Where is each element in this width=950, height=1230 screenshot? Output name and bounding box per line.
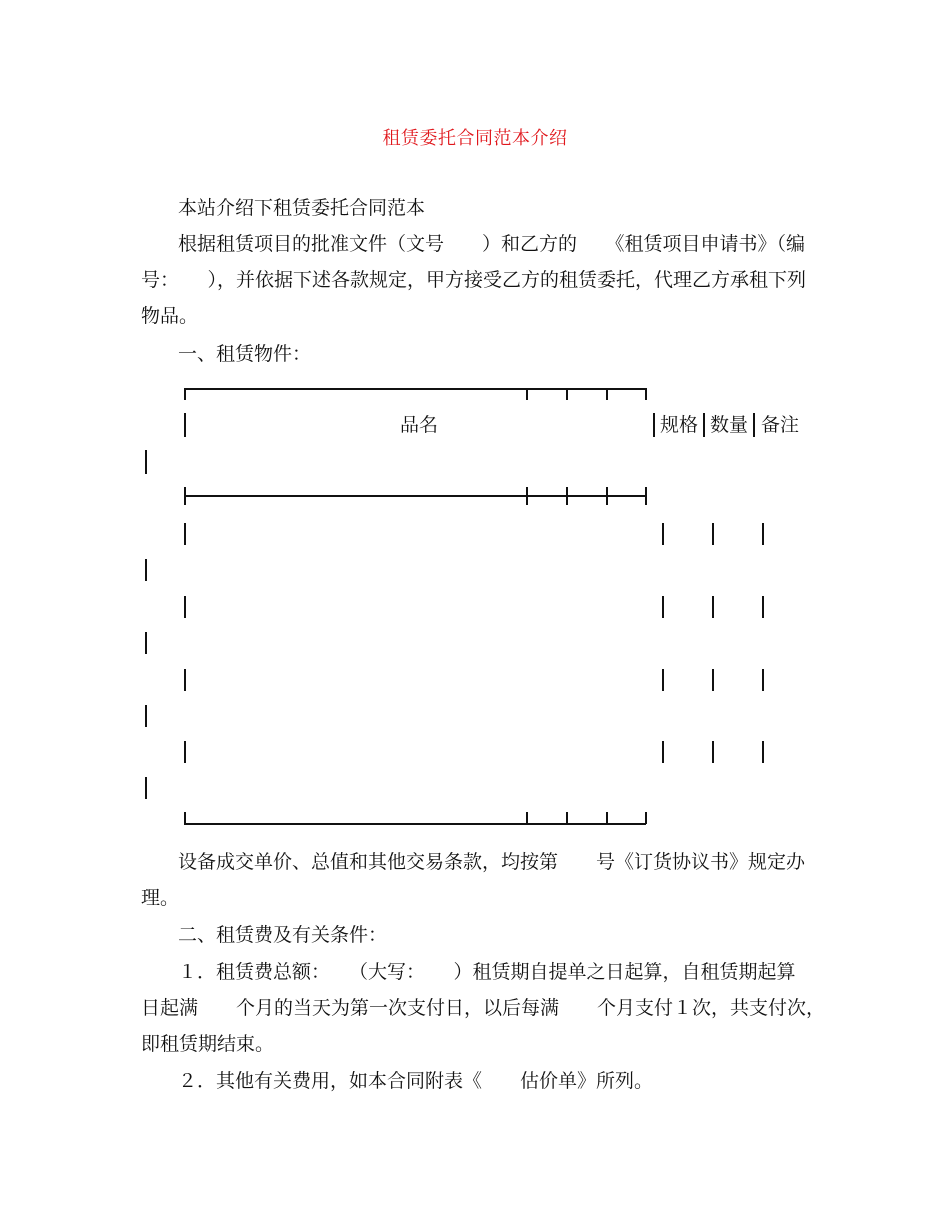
table-tick [526, 487, 528, 505]
table-corner-bottom-left [184, 812, 186, 824]
table-corner-top-left [184, 388, 186, 400]
table-tick [645, 487, 647, 505]
table-bar [762, 741, 764, 763]
item1-line2: 日起满 个月的当天为第一次支付日，以后每满 个月支付１次，共支付次， [141, 997, 826, 1019]
table-bar [145, 777, 147, 799]
table-bar [762, 669, 764, 691]
table-bar [712, 596, 714, 618]
table-bar [753, 413, 755, 437]
para2-line1: 设备成交单价、总值和其他交易条款，均按第 号《订货协议书》规定办 [178, 851, 806, 873]
table-tick [645, 388, 647, 400]
table-bar [184, 413, 186, 437]
table-bar [762, 523, 764, 545]
table-bar [653, 413, 655, 437]
table-bar [662, 596, 664, 618]
table-bar [712, 523, 714, 545]
para1-line3: 物品。 [141, 305, 199, 327]
table-bar [145, 632, 147, 654]
table-bar [145, 450, 147, 474]
table-bar [712, 741, 714, 763]
document-title: 租赁委托合同范本介绍 [382, 128, 568, 149]
col-note-header: 备注 [761, 414, 800, 436]
table-tick [184, 487, 186, 505]
table-bar [712, 669, 714, 691]
item1-line3: 即租赁期结束。 [141, 1033, 275, 1055]
col-qty-header: 数量 [710, 414, 749, 436]
table-tick [606, 388, 608, 400]
table-header-separator [184, 495, 646, 497]
table-bar [145, 559, 147, 581]
table-bar [184, 596, 186, 618]
table-bar [703, 413, 705, 437]
para1-line1: 根据租赁项目的批准文件（文号 ）和乙方的 《租赁项目申请书》（编 [178, 233, 806, 255]
table-bar [662, 741, 664, 763]
table-tick [566, 812, 568, 824]
section2-heading: 二、租赁费及有关条件： [178, 924, 388, 946]
table-bar [184, 741, 186, 763]
item2-line: ２．其他有关费用，如本合同附表《 估价单》所列。 [178, 1070, 654, 1092]
table-top-border [184, 388, 646, 390]
table-tick [566, 487, 568, 505]
table-corner-bottom-right [645, 812, 647, 824]
section1-heading: 一、租赁物件： [178, 343, 312, 365]
table-bar [662, 669, 664, 691]
item1-line1: １．租赁费总额： （大写： ）租赁期自提单之日起算，自租赁期起算 [178, 961, 796, 983]
col-spec-header: 规格 [660, 414, 699, 436]
table-bar [762, 596, 764, 618]
table-tick [526, 812, 528, 824]
table-bottom-border [184, 823, 646, 825]
table-bar [184, 523, 186, 545]
col-name-header: 品名 [400, 414, 439, 436]
intro-line: 本站介绍下租赁委托合同范本 [178, 197, 426, 219]
table-bar [184, 669, 186, 691]
table-tick [526, 388, 528, 400]
table-tick [566, 388, 568, 400]
para2-line2: 理。 [141, 887, 180, 909]
table-tick [606, 487, 608, 505]
para1-line2: 号： ），并依据下述各款规定，甲方接受乙方的租赁委托，代理乙方承租下列 [141, 269, 807, 291]
table-tick [606, 812, 608, 824]
table-bar [145, 705, 147, 727]
table-bar [662, 523, 664, 545]
